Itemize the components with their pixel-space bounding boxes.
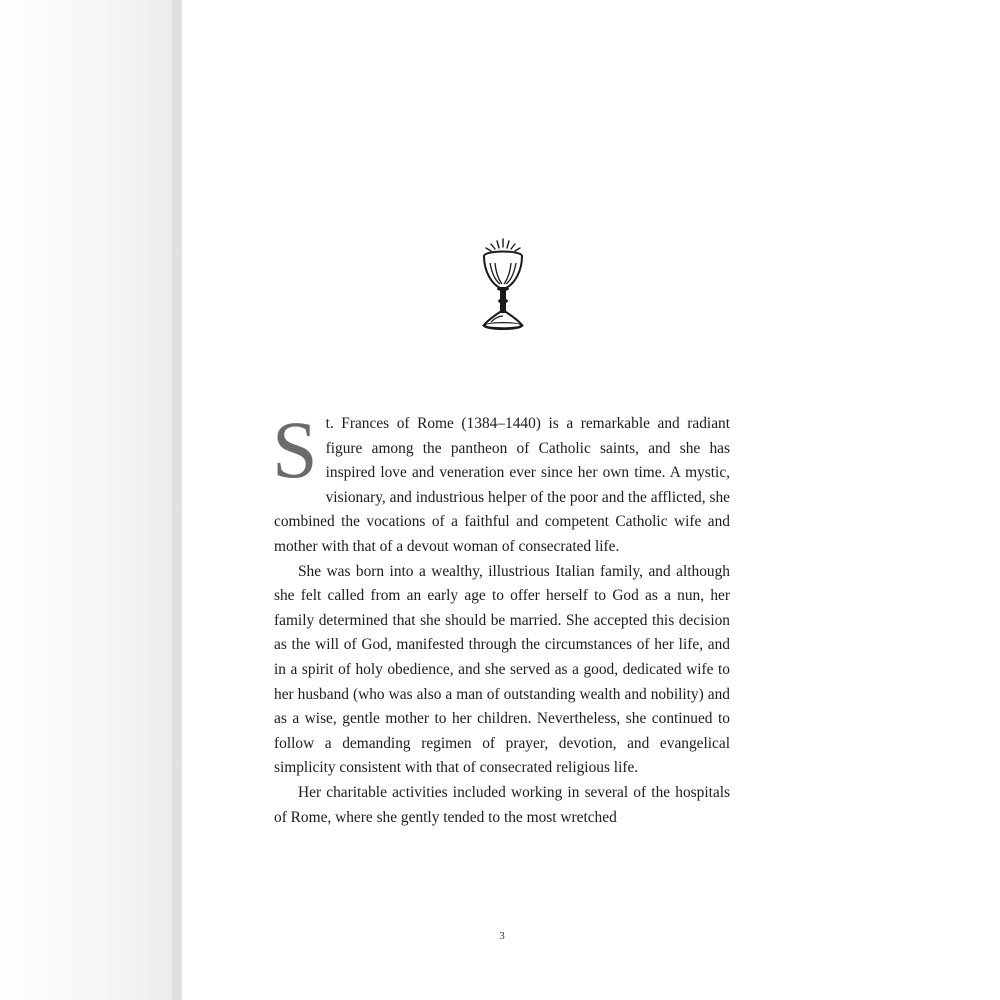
book-page: [182, 0, 1000, 1000]
paragraph-1: [272, 404, 730, 560]
paragraph-1-text: t. Frances of Rome (1384–1440) is a remarkable and radiant figure among the pantheon of Catholic saints, and she has inspired love and veneration ever since her own time. A mystic, visionary, and industrious helper of the poor and the afflicted, she combined the vocations of a faithful and competent Catholic wife and mother with that of a devout woman of consecrated life.: [274, 415, 730, 555]
body-text: [272, 404, 730, 830]
paragraph-2: She was born into a wealthy, illustrious Italian family, and although she felt called from an early age to offer herself to God as a nun, her family determined that she should be married. She accepted this decision as the will of God, manifested through the circumstances of her life, and in a spirit of holy obedience, and she served as a good, dedicated wife to her husband (who was also a man of outstanding wealth and nobility) and as a wise, gentle mother to her children. Nevertheless, she continued to follow a demanding regimen of prayer, devotion, and evangelical simplicity consistent with that of consecrated religious life.: [274, 562, 730, 777]
chalice-icon: [478, 236, 528, 336]
page-number: 3: [499, 930, 505, 942]
page-gutter: [0, 0, 182, 1000]
paragraph-3: Her charitable activities included working in several of the hospitals of Rome, where she gently tended to the most wretched: [274, 783, 730, 826]
drop-cap: S: [272, 404, 318, 495]
